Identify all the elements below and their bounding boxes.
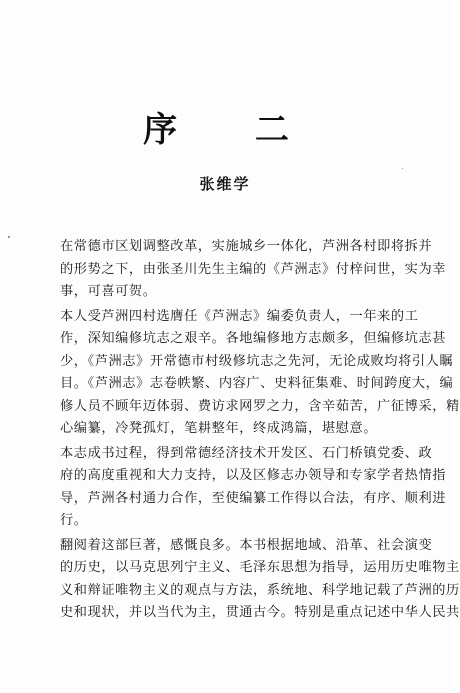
text-line: 作，深知编修坑志之艰辛。各地编修地方志颇多，但编修坑志甚 [60, 331, 447, 346]
text-line: 本志成书过程，得到常德经济技术开发区、石门桥镇党委、政 [60, 445, 433, 461]
text-line: 事，可喜可贺。 [60, 284, 157, 299]
paragraph [60, 306, 460, 441]
text-line: 目。《芦洲志》志卷帙繁、内容广、史料征集难、时间跨度大，编 [60, 376, 454, 391]
text-line: 的历史，以马克思列宁主义、毛泽东思想为指导，运用历史唯物主 [60, 560, 460, 575]
paragraph [60, 443, 447, 533]
text-line: 史和现状，并以当代为主，贯通古今。特别是重点记述中华人民共 [60, 605, 460, 620]
text-line: 本人受芦洲四村选膺任《芦洲志》编委负责人，一年来的工 [60, 308, 419, 324]
text-line: 修人员不顾年迈体弱、费访求网罗之力，含辛茹苦，广征博采，精 [60, 398, 460, 414]
scan-speck [8, 236, 10, 238]
text-line: 导，芦洲各村通力合作，至使编纂工作得以合法，有序、顺利进 [60, 490, 447, 506]
body-text [60, 236, 460, 627]
text-line: 少，《芦洲志》开常德市村级修坑志之先河，无论成败均将引人瞩 [60, 353, 454, 369]
text-line: 的形势之下，由张圣川先生主编的《芦洲志》付梓问世，实为幸 [60, 261, 447, 277]
paragraph [60, 535, 460, 625]
text-line: 在常德市区划调整改革，实施城乡一体化，芦洲各村即将拆并 [60, 239, 433, 254]
text-line: 翻阅着这部巨著，感慨良多。本书根据地域、沿革、社会演变 [60, 537, 433, 553]
author-name: 张维学 [199, 175, 251, 193]
text-line: 府的高度重视和大力支持，以及区修志办领导和专家学者热情指 [60, 468, 447, 483]
text-line: 行。 [60, 513, 88, 528]
paragraph [60, 236, 447, 304]
scan-speck [402, 168, 403, 169]
page-title: 序 二 [143, 110, 307, 150]
text-line: 义和辩证唯物主义的观点与方法，系统地、科学地记载了芦洲的历 [60, 582, 460, 598]
text-line: 心编纂，冷凳孤灯，笔耕整年，终成鸿篇，堪慰意。 [60, 421, 378, 436]
